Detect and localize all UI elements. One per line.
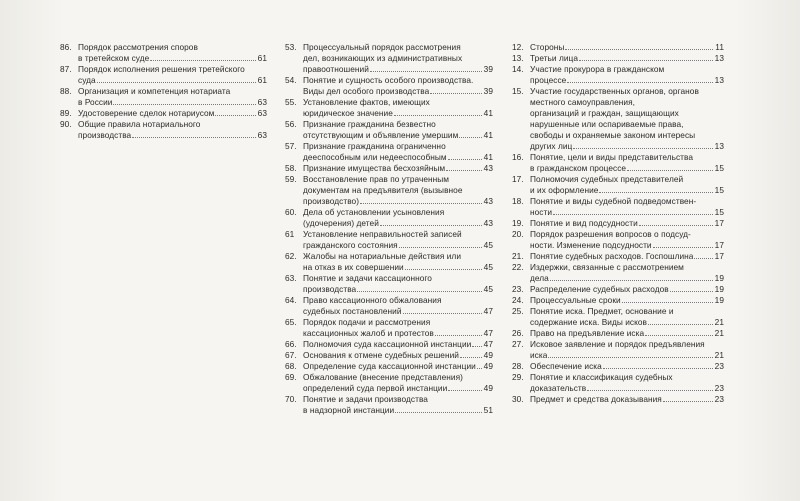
toc-entry-title-line: Понятие иска. Предмет, основание и bbox=[530, 306, 674, 316]
dot-leader bbox=[215, 108, 255, 116]
toc-entry-number: 55. bbox=[285, 97, 297, 107]
toc-entry-page-number: 51 bbox=[483, 405, 493, 415]
dot-leader bbox=[648, 317, 713, 325]
toc-column-left bbox=[60, 42, 267, 141]
toc-entry bbox=[512, 218, 724, 229]
dot-leader bbox=[599, 185, 712, 193]
toc-entry-number: 18. bbox=[512, 196, 524, 206]
toc-entry bbox=[512, 361, 724, 372]
dot-leader bbox=[403, 306, 482, 314]
toc-entry bbox=[512, 152, 724, 174]
toc-entry bbox=[512, 229, 724, 251]
toc-entry-title-line: гражданского состояния bbox=[303, 240, 398, 250]
toc-entry-number: 69. bbox=[285, 372, 297, 382]
toc-entry-title-line: других лиц bbox=[530, 141, 573, 151]
toc-entry-title-line: Понятие и виды судебной подведомствен- bbox=[530, 196, 697, 206]
toc-entry-title-line: Право на предъявление иска bbox=[530, 328, 645, 338]
dot-leader bbox=[548, 350, 712, 358]
toc-entry bbox=[285, 163, 493, 174]
dot-leader bbox=[472, 339, 481, 347]
toc-entry-title-line: Установление неправильностей записей bbox=[303, 229, 462, 239]
toc-entry-title-line: доказательств bbox=[530, 383, 587, 393]
toc-entry-page-number: 23 bbox=[714, 394, 724, 404]
dot-leader bbox=[132, 130, 255, 138]
toc-entry-page-number: 41 bbox=[483, 152, 493, 162]
toc-entry-page-number: 15 bbox=[714, 185, 724, 195]
toc-entry bbox=[285, 229, 493, 251]
toc-entry-title-line: в России bbox=[78, 97, 113, 107]
dot-leader bbox=[670, 284, 713, 292]
toc-entry-number: 68. bbox=[285, 361, 297, 371]
toc-entry-title-line: Участие государственных органов, органов bbox=[530, 86, 699, 96]
toc-entry-page-number: 19 bbox=[714, 284, 724, 294]
toc-entry-title-line: юридическое значение bbox=[303, 108, 393, 118]
toc-entry bbox=[60, 108, 267, 119]
toc-entry-title-line: ности. Изменение подсудности bbox=[530, 240, 652, 250]
toc-entry-number: 56. bbox=[285, 119, 297, 129]
toc-entry-number: 53. bbox=[285, 42, 297, 52]
toc-entry-title-line: в надзорной инстанции bbox=[303, 405, 395, 415]
toc-entry-page-number: 15 bbox=[714, 163, 724, 173]
dot-leader bbox=[430, 86, 481, 94]
toc-entry bbox=[285, 295, 493, 317]
toc-entry-title-line: содержание иска. Виды исков bbox=[530, 317, 648, 327]
toc-entry-number: 66. bbox=[285, 339, 297, 349]
dot-leader bbox=[150, 53, 255, 61]
toc-entry-page-number: 63 bbox=[257, 130, 267, 140]
dot-leader bbox=[567, 75, 712, 83]
toc-entry-title-line: правоотношений bbox=[303, 64, 369, 74]
toc-entry bbox=[60, 119, 267, 141]
toc-entry bbox=[512, 262, 724, 284]
toc-entry-title-line: в гражданском процессе bbox=[530, 163, 627, 173]
toc-entry bbox=[285, 339, 493, 350]
toc-entry bbox=[285, 97, 493, 119]
toc-entry-title-line: ности bbox=[530, 207, 553, 217]
toc-entry-page-number: 19 bbox=[714, 273, 724, 283]
toc-entry-title-line: Понятие и сущность особого производства. bbox=[303, 75, 474, 85]
toc-entry-number: 17. bbox=[512, 174, 524, 184]
toc-entry-number: 22. bbox=[512, 262, 524, 272]
toc-entry-page-number: 17 bbox=[714, 251, 724, 261]
dot-leader bbox=[603, 361, 713, 369]
toc-entry bbox=[285, 361, 493, 372]
toc-entry-title-line: документам на предъявителя (вызывное bbox=[303, 185, 463, 195]
toc-entry-page-number: 23 bbox=[714, 361, 724, 371]
toc-entry-page-number: 45 bbox=[483, 284, 493, 294]
toc-entry-page-number: 61 bbox=[257, 53, 267, 63]
toc-entry-title-line: Признание имущества бесхозяйным bbox=[303, 163, 446, 173]
toc-entry-number: 63. bbox=[285, 273, 297, 283]
dot-leader bbox=[550, 273, 713, 281]
toc-entry bbox=[285, 394, 493, 416]
toc-entry-page-number: 19 bbox=[714, 295, 724, 305]
toc-entry-number: 27. bbox=[512, 339, 524, 349]
toc-entry-title-line: (удочерения) детей bbox=[303, 218, 379, 228]
dot-leader bbox=[446, 163, 481, 171]
toc-entry bbox=[285, 75, 493, 97]
toc-entry-number: 90. bbox=[60, 119, 72, 129]
toc-entry-title-line: Понятие и вид подсудности bbox=[530, 218, 638, 228]
toc-entry-number: 29. bbox=[512, 372, 524, 382]
toc-entry-page-number: 45 bbox=[483, 262, 493, 272]
toc-entry bbox=[512, 339, 724, 361]
toc-entry-title-line: Организация и компетенция нотариата bbox=[78, 86, 231, 96]
toc-entry-title-line: Участие прокурора в гражданском bbox=[530, 64, 665, 74]
dot-leader bbox=[639, 218, 713, 226]
toc-entry bbox=[512, 53, 724, 64]
toc-entry-number: 21. bbox=[512, 251, 524, 261]
toc-entry-title-line: нарушенные или оспариваемые права, bbox=[530, 119, 684, 129]
dot-leader bbox=[645, 328, 713, 336]
toc-entry-number: 70. bbox=[285, 394, 297, 404]
toc-entry-number: 59. bbox=[285, 174, 297, 184]
dot-leader bbox=[360, 196, 482, 204]
toc-entry bbox=[60, 64, 267, 86]
toc-entry-number: 88. bbox=[60, 86, 72, 96]
toc-entry-page-number: 17 bbox=[714, 240, 724, 250]
dot-leader bbox=[394, 108, 482, 116]
toc-entry-page-number: 45 bbox=[483, 240, 493, 250]
toc-entry bbox=[285, 251, 493, 273]
toc-entry-title-line: производства bbox=[78, 130, 132, 140]
toc-entry-title-line: Виды дел особого производства bbox=[303, 86, 430, 96]
toc-entry bbox=[512, 86, 724, 152]
toc-entry-title-line: Понятие и классификация судебных bbox=[530, 372, 673, 382]
toc-entry-title-line: Процессуальный порядок рассмотрения bbox=[303, 42, 461, 52]
toc-entry bbox=[285, 317, 493, 339]
toc-entry bbox=[512, 42, 724, 53]
toc-entry-title-line: Понятие судебных расходов. Госпошлина bbox=[530, 251, 694, 261]
toc-entry-title-line: Понятие и задачи производства bbox=[303, 394, 428, 404]
toc-entry-page-number: 21 bbox=[714, 350, 724, 360]
toc-entry-title-line: местного самоуправления, bbox=[530, 97, 635, 107]
toc-entry-number: 86. bbox=[60, 42, 72, 52]
toc-entry-title-line: Третьи лица bbox=[530, 53, 579, 63]
toc-entry-page-number: 43 bbox=[483, 196, 493, 206]
toc-entry-title-line: Основания к отмене судебных решений bbox=[303, 350, 459, 360]
toc-entry bbox=[285, 207, 493, 229]
dot-leader bbox=[627, 163, 713, 171]
toc-entry-title-line: свободы и охраняемые законом интересы bbox=[530, 130, 696, 140]
toc-entry-title-line: Дела об установлении усыновления bbox=[303, 207, 445, 217]
toc-entry bbox=[512, 251, 724, 262]
toc-entry-number: 20. bbox=[512, 229, 524, 239]
toc-entry bbox=[512, 174, 724, 196]
toc-entry-title-line: судебных постановлений bbox=[303, 306, 402, 316]
toc-entry-title-line: суда bbox=[78, 75, 96, 85]
dot-leader bbox=[435, 328, 482, 336]
toc-entry-title-line: Процессуальные сроки bbox=[530, 295, 621, 305]
toc-entry-page-number: 21 bbox=[714, 317, 724, 327]
toc-entry-page-number: 49 bbox=[483, 383, 493, 393]
toc-entry-title-line: кассационных жалоб и протестов bbox=[303, 328, 434, 338]
toc-entry bbox=[512, 196, 724, 218]
toc-entry-page-number: 41 bbox=[483, 130, 493, 140]
toc-entry-page-number: 13 bbox=[714, 53, 724, 63]
toc-entry-title-line: на отказ в их совершении bbox=[303, 262, 404, 272]
toc-entry-title-line: Понятие и задачи кассационного bbox=[303, 273, 432, 283]
toc-entry-title-line: и их оформление bbox=[530, 185, 599, 195]
toc-entry-page-number: 15 bbox=[714, 207, 724, 217]
toc-entry-number: 57. bbox=[285, 141, 297, 151]
dot-leader bbox=[694, 251, 712, 259]
toc-entry bbox=[285, 174, 493, 207]
toc-entry-number: 67. bbox=[285, 350, 297, 360]
toc-entry-title-line: определений суда первой инстанции bbox=[303, 383, 448, 393]
toc-entry-title-line: Полномочия суда кассационной инстанции bbox=[303, 339, 472, 349]
dot-leader bbox=[97, 75, 256, 83]
dot-leader bbox=[357, 284, 481, 292]
toc-entry-title-line: Признание гражданина безвестно bbox=[303, 119, 436, 129]
toc-entry bbox=[512, 372, 724, 394]
toc-entry-page-number: 63 bbox=[257, 97, 267, 107]
dot-leader bbox=[113, 97, 255, 105]
dot-leader bbox=[579, 53, 713, 61]
toc-entry bbox=[60, 86, 267, 108]
toc-entry-number: 62. bbox=[285, 251, 297, 261]
toc-entry-page-number: 61 bbox=[257, 75, 267, 85]
toc-entry-page-number: 43 bbox=[483, 218, 493, 228]
dot-leader bbox=[448, 383, 481, 391]
toc-entry-title-line: Обжалование (внесение представления) bbox=[303, 372, 463, 382]
toc-entry bbox=[285, 372, 493, 394]
toc-entry bbox=[512, 306, 724, 328]
dot-leader bbox=[460, 350, 482, 358]
toc-entry-page-number: 49 bbox=[483, 350, 493, 360]
dot-leader bbox=[622, 295, 713, 303]
toc-entry-number: 65. bbox=[285, 317, 297, 327]
toc-entry bbox=[285, 119, 493, 141]
toc-entry-page-number: 41 bbox=[483, 108, 493, 118]
toc-entry-title-line: Обеспечение иска bbox=[530, 361, 602, 371]
toc-entry-title-line: Право кассационного обжалования bbox=[303, 295, 442, 305]
toc-entry-page-number: 21 bbox=[714, 328, 724, 338]
toc-entry-number: 26. bbox=[512, 328, 524, 338]
toc-entry-title-line: Предмет и средства доказывания bbox=[530, 394, 662, 404]
toc-entry-number: 30. bbox=[512, 394, 524, 404]
toc-entry-page-number: 13 bbox=[714, 141, 724, 151]
toc-entry-number: 89. bbox=[60, 108, 72, 118]
toc-entry-number: 15. bbox=[512, 86, 524, 96]
toc-column-right bbox=[512, 42, 724, 405]
dot-leader bbox=[399, 240, 482, 248]
toc-entry bbox=[285, 42, 493, 75]
dot-leader bbox=[448, 152, 482, 160]
toc-entry-number: 25. bbox=[512, 306, 524, 316]
toc-entry bbox=[512, 295, 724, 306]
toc-entry-title-line: Определение суда кассационной инстанции bbox=[303, 361, 476, 371]
toc-entry-page-number: 63 bbox=[257, 108, 267, 118]
toc-entry bbox=[512, 64, 724, 86]
dot-leader bbox=[405, 262, 482, 270]
toc-entry-number: 14. bbox=[512, 64, 524, 74]
dot-leader bbox=[663, 394, 713, 402]
toc-entry-number: 16. bbox=[512, 152, 524, 162]
dot-leader bbox=[587, 383, 712, 391]
toc-entry-page-number: 47 bbox=[483, 328, 493, 338]
toc-entry-title-line: Порядок рассмотрения споров bbox=[78, 42, 198, 52]
toc-entry bbox=[512, 284, 724, 295]
toc-entry-title-line: Полномочия судебных представителей bbox=[530, 174, 684, 184]
toc-entry-title-line: Установление фактов, имеющих bbox=[303, 97, 430, 107]
toc-entry-page-number: 43 bbox=[483, 163, 493, 173]
toc-entry bbox=[512, 328, 724, 339]
toc-entry-title-line: Порядок подачи и рассмотрения bbox=[303, 317, 431, 327]
dot-leader bbox=[370, 64, 482, 72]
toc-entry-number: 12. bbox=[512, 42, 524, 52]
toc-entry-page-number: 39 bbox=[483, 64, 493, 74]
toc-entry-number: 87. bbox=[60, 64, 72, 74]
toc-entry-title-line: процессе bbox=[530, 75, 567, 85]
toc-entry-title-line: отсутствующим и объявление умершим bbox=[303, 130, 459, 140]
toc-entry-title-line: Общие правила нотариального bbox=[78, 119, 201, 129]
toc-entry-number: 19. bbox=[512, 218, 524, 228]
toc-entry-title-line: Порядок разрешения вопросов о подсуд- bbox=[530, 229, 691, 239]
toc-entry-title-line: Восстановление прав по утраченным bbox=[303, 174, 450, 184]
toc-entry-title-line: Жалобы на нотариальные действия или bbox=[303, 251, 462, 261]
toc-entry bbox=[285, 350, 493, 361]
dot-leader bbox=[573, 141, 712, 149]
toc-entry-title-line: Стороны bbox=[530, 42, 565, 52]
toc-entry-title-line: Порядок исполнения решения третейского bbox=[78, 64, 245, 74]
toc-entry-title-line: в третейском суде bbox=[78, 53, 150, 63]
toc-entry-page-number: 23 bbox=[714, 383, 724, 393]
toc-entry bbox=[512, 394, 724, 405]
toc-entry-title-line: производства bbox=[303, 284, 357, 294]
toc-entry-number: 60. bbox=[285, 207, 297, 217]
toc-entry-title-line: иска bbox=[530, 350, 548, 360]
toc-entry-title-line: дела bbox=[530, 273, 549, 283]
toc-entry-number: 54. bbox=[285, 75, 297, 85]
toc-entry bbox=[285, 141, 493, 163]
toc-entry-title-line: производство) bbox=[303, 196, 360, 206]
toc-entry bbox=[285, 273, 493, 295]
toc-entry-title-line: Понятие, цели и виды представительства bbox=[530, 152, 694, 162]
toc-entry-title-line: организаций и граждан, защищающих bbox=[530, 108, 679, 118]
toc-entry bbox=[60, 42, 267, 64]
toc-entry-title-line: Удостоверение сделок нотариусом bbox=[78, 108, 215, 118]
toc-entry-page-number: 47 bbox=[483, 339, 493, 349]
dot-leader bbox=[459, 130, 481, 138]
toc-entry-number: 61 bbox=[285, 229, 295, 239]
toc-entry-number: 28. bbox=[512, 361, 524, 371]
toc-column-middle bbox=[285, 42, 493, 416]
dot-leader bbox=[380, 218, 482, 226]
toc-entry-page-number: 39 bbox=[483, 86, 493, 96]
toc-entry-page-number: 13 bbox=[714, 75, 724, 85]
dot-leader bbox=[565, 42, 713, 50]
toc-entry-number: 24. bbox=[512, 295, 524, 305]
toc-entry-title-line: дееспособным или недееспособным bbox=[303, 152, 447, 162]
dot-leader bbox=[477, 361, 482, 369]
toc-entry-title-line: Исковое заявление и порядок предъявления bbox=[530, 339, 705, 349]
dot-leader bbox=[653, 240, 713, 248]
toc-entry-title-line: Издержки, связанные с рассмотрением bbox=[530, 262, 684, 272]
toc-entry-page-number: 17 bbox=[714, 218, 724, 228]
toc-entry-page-number: 11 bbox=[715, 42, 724, 52]
toc-entry-number: 23. bbox=[512, 284, 524, 294]
toc-entry-number: 64. bbox=[285, 295, 297, 305]
toc-entry-page-number: 49 bbox=[483, 361, 493, 371]
toc-entry-number: 58. bbox=[285, 163, 297, 173]
toc-entry-title-line: Признание гражданина ограниченно bbox=[303, 141, 446, 151]
dot-leader bbox=[553, 207, 713, 215]
dot-leader bbox=[395, 405, 481, 413]
toc-entry-page-number: 47 bbox=[483, 306, 493, 316]
toc-entry-title-line: Распределение судебных расходов bbox=[530, 284, 669, 294]
toc-entry-title-line: дел, возникающих из административных bbox=[303, 53, 463, 63]
toc-entry-number: 13. bbox=[512, 53, 524, 63]
